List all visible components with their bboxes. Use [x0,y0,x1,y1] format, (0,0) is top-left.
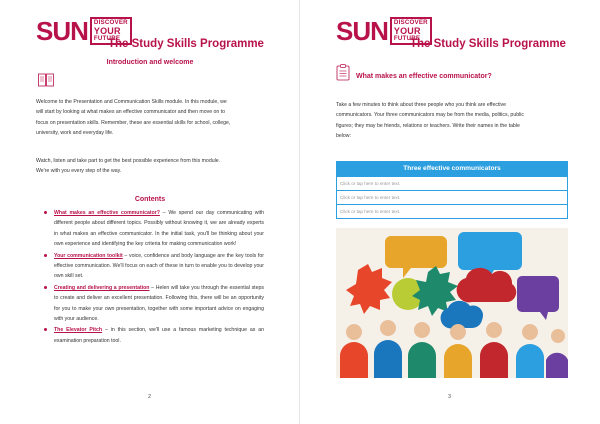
contents-item [44,251,264,282]
page-number-left: 2 [148,394,152,400]
logo-line3: FUTURE [393,34,421,42]
watch-paragraph [36,156,272,177]
logo-line2: YOUR [93,25,121,36]
table-row-input[interactable]: Click or tap here to enter text. [337,204,567,218]
contents-link[interactable]: What makes an effective communicator? [54,210,160,216]
intro-line: focus on presentation skills. Remember, these are essential skills for school, college, [36,119,231,126]
task-line: communicators. Your three communicators may be from the media, politics, public [336,112,524,119]
table-row-input[interactable]: Click or tap here to enter text. [337,176,567,190]
logo-sun-text: SUN [336,16,388,46]
section-title-intro: Introduction and welcome [106,59,194,66]
section-title-communicator: What makes an effective communicator? [356,73,492,80]
table-title: Three effective communicators [337,162,567,176]
contents-link[interactable]: Creating and delivering a presentation [54,284,150,291]
contents-text: – Helen will take you through the essential steps to create and deliver an excellent presentation. Following this, there will be an opportunity for you to make your own presentation, together with some important advice on engaging with your audience. [54,284,264,323]
bullet-dot [44,211,47,214]
contents-item [44,208,264,250]
contents-text: – voice, confidence and body language are the key tools for effective communication. We'll focus on each of these in turn to enable you to develop your own skill set. [54,252,264,280]
task-line: Take a few minutes to think about three people who you think are effective [336,102,507,108]
table-row-input[interactable]: Click or tap here to enter text. [337,190,567,204]
contents-text: – in this section, we'll use a famous marketing technique as an examination preparation tool. [54,327,264,344]
contents-link[interactable]: Your communication toolkit [54,252,123,259]
intro-paragraph [36,97,272,139]
bullet-dot [44,254,47,257]
logo-line2: YOUR [393,25,421,36]
intro-line: will start by looking at what makes an effective communicator and then move on to [36,109,226,116]
contents-title: Contents [134,196,166,203]
contents-item [44,283,264,325]
contents-text: – We spend our day communicating with different people about different topics. Possibly without knowing it, we are already experts in what makes an effective communicator. In the initial task, you'll be thinking about your own experience and identifying the key criteria for making communication work! [54,210,264,248]
contents-list [44,208,264,346]
watch-line: We're with you every step of the way. [36,168,122,175]
speech-bubbles-illustration [336,228,568,378]
bullet-dot [44,286,47,289]
logo-line3: FUTURE [93,34,121,42]
contents-link[interactable]: The Elevator Pitch [54,327,103,334]
intro-line: university, work and everyday life. [36,130,114,137]
page-number-right: 3 [448,394,452,400]
clipboard-icon [336,64,350,81]
task-line: figures; they may be friends, relations or teachers. Write their names in the table [336,122,520,129]
logo-line1: DISCOVER [93,19,128,27]
communicators-table [336,161,568,219]
task-paragraph [336,100,570,142]
intro-line: Welcome to the Presentation and Communication Skills module. In this module, we [36,99,227,105]
programme-title: The Study Skills Programme [108,38,264,50]
task-line: below: [336,133,351,140]
open-book-icon [38,73,54,87]
programme-title: The Study Skills Programme [410,38,566,50]
logo-sun-text: SUN [36,16,88,46]
watch-line: Watch, listen and take part to get the best possible experience from this module. [36,158,221,164]
contents-item [44,325,264,346]
logo-line1: DISCOVER [393,19,428,27]
bullet-dot [44,328,47,331]
